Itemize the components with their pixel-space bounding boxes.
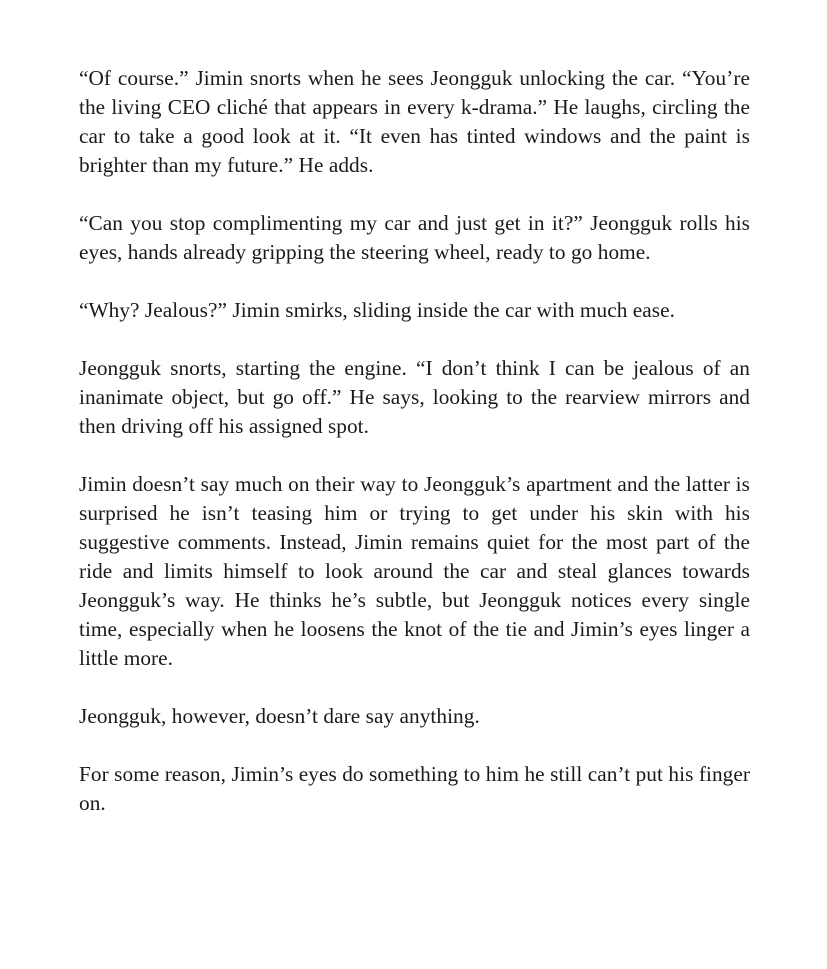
paragraph-2: “Can you stop complimenting my car and just get in it?” Jeongguk rolls his eyes, hands already gripping the steering wheel, ready to go home.	[79, 211, 750, 264]
paragraph-5: Jimin doesn’t say much on their way to Jeongguk’s apartment and the latter is surprised he isn’t teasing him or trying to get under his skin with his suggestive comments. Instead, Jimin remains quiet for the most part of the ride and limits himself to look around the car and steal glances towards Jeongguk’s way. He thinks he’s subtle, but Jeongguk notices every single time, especially when he loosens the knot of the tie and Jimin’s eyes linger a little more.	[79, 472, 750, 670]
paragraph-6: Jeongguk, however, doesn’t dare say anything.	[79, 704, 480, 728]
paragraph-3: “Why? Jealous?” Jimin smirks, sliding inside the car with much ease.	[79, 298, 676, 322]
paragraph-1: “Of course.” Jimin snorts when he sees Jeongguk unlocking the car. “You’re the living CEO cliché that appears in every k-drama.” He laughs, circling the car to take a good look at it. “It even has tinted windows and the paint is brighter than my future.” He adds.	[79, 66, 750, 177]
document-page	[79, 64, 750, 847]
paragraph-7: For some reason, Jimin’s eyes do something to him he still can’t put his finger on.	[79, 762, 750, 815]
paragraph-4: Jeongguk snorts, starting the engine. “I don’t think I can be jealous of an inanimate object, but go off.” He says, looking to the rearview mirrors and then driving off his assigned spot.	[79, 356, 750, 438]
